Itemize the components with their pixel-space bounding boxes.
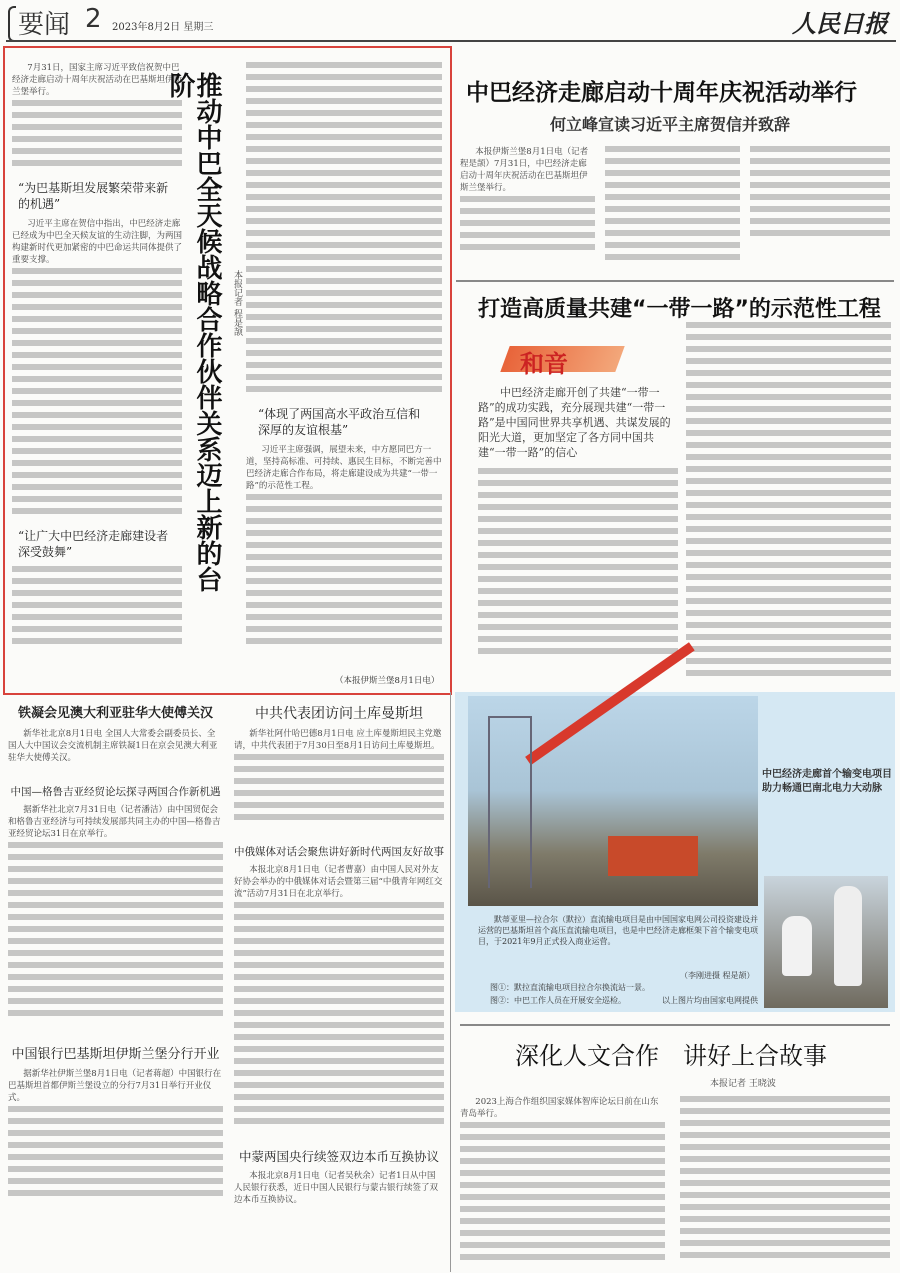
culture-intro: 2023上海合作组织国家媒体智库论坛日前在山东青岛举行。 bbox=[460, 1097, 659, 1119]
top-right-headline: 中巴经济走廊启动十周年庆祝活动举行 bbox=[466, 80, 857, 106]
brief-text: 新华社北京8月1日电 全国人大常委会副委员长、全国人大中国议会交流机制主席铁凝1日在京会见澳大利亚驻华大使傅关汉。 bbox=[8, 729, 218, 763]
photographer-credit: 以上图片均由国家电网提供 bbox=[662, 996, 758, 1005]
brief-text: 本报北京8月1日电（记者吴秋余）记者1日从中国人民银行获悉，近日中国人民银行与蒙古银行续签了双边本币互换协议。 bbox=[234, 1171, 439, 1205]
brief-body bbox=[234, 754, 444, 826]
photo-title-line-2: 助力畅通巴南北电力大动脉 bbox=[762, 783, 882, 794]
culture-body bbox=[460, 1122, 665, 1266]
commentary-column-1 bbox=[478, 385, 678, 660]
photo-caption-1: 图①：默拉直流输电项目拉合尔换流站一景。 bbox=[490, 983, 650, 992]
brief-headline: 中国银行巴基斯坦伊斯兰堡分行开业 bbox=[11, 1047, 220, 1062]
masthead bbox=[0, 0, 900, 44]
commentary-badge-label: 和音 bbox=[520, 350, 568, 378]
lead-dateline: （本报伊斯兰堡8月1日电） bbox=[335, 676, 440, 686]
brief-headline: 中国—格鲁吉亚经贸论坛探寻两国合作新机遇 bbox=[10, 786, 221, 798]
commentary-body bbox=[686, 322, 891, 682]
commentary-headline: 打造高质量共建“一带一路”的示范性工程 bbox=[478, 297, 881, 322]
photo-substation-crane bbox=[468, 696, 758, 906]
photo-credit: （李刚进摄 程是颉） bbox=[680, 971, 755, 980]
top-right-body bbox=[460, 196, 595, 256]
crane-truck bbox=[608, 836, 698, 876]
page-number: 2 bbox=[85, 4, 102, 34]
section-bracket bbox=[8, 6, 16, 42]
brief-body bbox=[8, 842, 223, 1022]
brief-text: 据新华社北京7月31日电（记者潘洁）由中国贸促会和格鲁吉亚经济与可持续发展部共同主办的中国—格鲁吉亚经贸论坛31日在京举行。 bbox=[8, 805, 221, 839]
brief-headline: 铁凝会见澳大利亚驻华大使傅关汉 bbox=[17, 706, 213, 721]
top-right-subheadline: 何立峰宣读习近平主席贺信并致辞 bbox=[550, 115, 791, 134]
worker-figure bbox=[782, 916, 812, 976]
issue-date: 2023年8月2日 星期三 bbox=[112, 22, 214, 33]
briefs-column-middle bbox=[234, 704, 444, 1208]
masthead-rule bbox=[6, 40, 896, 42]
culture-byline: 本报记者 王晓波 bbox=[710, 1079, 776, 1089]
section-divider bbox=[456, 280, 894, 282]
brief-headline: 中蒙两国央行续签双边本币互换协议 bbox=[238, 1149, 439, 1164]
brief-headline: 中俄媒体对话会聚焦讲好新时代两国友好故事 bbox=[234, 846, 444, 858]
commentary-body bbox=[478, 468, 678, 660]
lead-headline: 推动中巴全天候战略合作伙伴关系迈上新的台阶 bbox=[165, 72, 222, 592]
briefs-column-left bbox=[8, 704, 223, 1202]
lead-body-text bbox=[12, 566, 182, 650]
brief-body bbox=[234, 902, 444, 1130]
lead-body-text bbox=[12, 268, 182, 520]
lead-subhead-2: “让广大中巴经济走廊建设者深受鼓舞” bbox=[18, 529, 169, 559]
column-rule bbox=[450, 692, 451, 1272]
lead-col2-text: 习近平主席强调，展望未来，中方愿同巴方一道，坚持高标准、可持续、惠民生目标，不断完善中巴经济走廊合作布局，将走廊建设成为共建“一带一路”的示范性工程。 bbox=[246, 445, 442, 491]
crane-boom bbox=[525, 642, 695, 765]
lead-subhead-3: “体现了两国高水平政治互信和深厚的友谊根基” bbox=[258, 407, 421, 437]
culture-column-1 bbox=[460, 1096, 665, 1266]
lead-subhead-1-text: 习近平主席在贺信中指出，中巴经济走廊已经成为中巴全天候友谊的生动注脚，为两国构建新时代更加紧密的中巴命运共同体提供了重要支撑。 bbox=[12, 219, 183, 265]
pylon bbox=[488, 716, 532, 888]
lead-body-text bbox=[246, 62, 442, 398]
lead-subhead-1: “为巴基斯坦发展繁荣带来新的机遇” bbox=[18, 181, 169, 211]
culture-body bbox=[680, 1096, 890, 1264]
culture-headline: 深化人文合作 讲好上合故事 bbox=[515, 1042, 827, 1070]
brief-text: 新华社阿什哈巴德8月1日电 应土库曼斯坦民主党邀请，中共代表团于7月30日至8月1日访问土库曼斯坦。 bbox=[234, 729, 442, 751]
brief-headline: 中共代表团访问土库曼斯坦 bbox=[255, 706, 423, 722]
photo-caption-2: 图②：中巴工作人员在开展安全巡检。 bbox=[490, 996, 626, 1005]
photo-caption: 默蒂亚里—拉合尔（默拉）直流输电项目是由中国国家电网公司投资建设并运营的巴基斯坦首个高压直流输电项目，也是中巴经济走廊框架下首个输变电项目，于2021年9月正式投入商业运营。 bbox=[478, 915, 758, 946]
top-right-intro: 本报伊斯兰堡8月1日电（记者程是颉）7月31日，中巴经济走廊启动十周年庆祝活动在巴基斯坦伊斯兰堡举行。 bbox=[460, 147, 589, 193]
lead-byline: 本报记者 程是颉 bbox=[232, 270, 242, 336]
commentary-lead: 中巴经济走廊开创了共建“一带一路”的成功实践，充分展现共建“一带一路”是中国同世界共享机遇、共谋发展的阳光大道，更加坚定了各方同中国共建“一带一路”的信心 bbox=[478, 386, 671, 459]
photo-workers bbox=[764, 876, 888, 1008]
section-name: 要闻 bbox=[18, 10, 71, 40]
lead-body-text bbox=[12, 100, 182, 172]
brief-text: 据新华社伊斯兰堡8月1日电（记者蒋超）中国银行在巴基斯坦首都伊斯兰堡设立的分行7月31日举行开业仪式。 bbox=[8, 1069, 222, 1103]
lead-column-2 bbox=[246, 62, 442, 650]
brief-text: 本报北京8月1日电（记者曹嘉）由中国人民对外友好协会举办的中俄媒体对话会暨第三届“中俄青年网红交流”活动7月31日在北京举行。 bbox=[234, 865, 443, 899]
newspaper-logo: 人民日报 bbox=[792, 9, 888, 38]
worker-figure bbox=[834, 886, 862, 986]
lead-column-1 bbox=[12, 62, 182, 650]
section-divider bbox=[460, 1024, 890, 1026]
lead-intro: 7月31日，国家主席习近平致信祝贺中巴经济走廊启动十周年庆祝活动在巴基斯坦伊斯兰堡举行。 bbox=[12, 63, 183, 97]
photo-title-line-1: 中巴经济走廊首个输变电项目 bbox=[762, 769, 892, 780]
lead-body-text bbox=[246, 494, 442, 650]
top-right-column-1 bbox=[460, 146, 595, 256]
top-right-body bbox=[605, 146, 740, 266]
brief-body bbox=[8, 1106, 223, 1202]
top-right-body bbox=[750, 146, 890, 242]
